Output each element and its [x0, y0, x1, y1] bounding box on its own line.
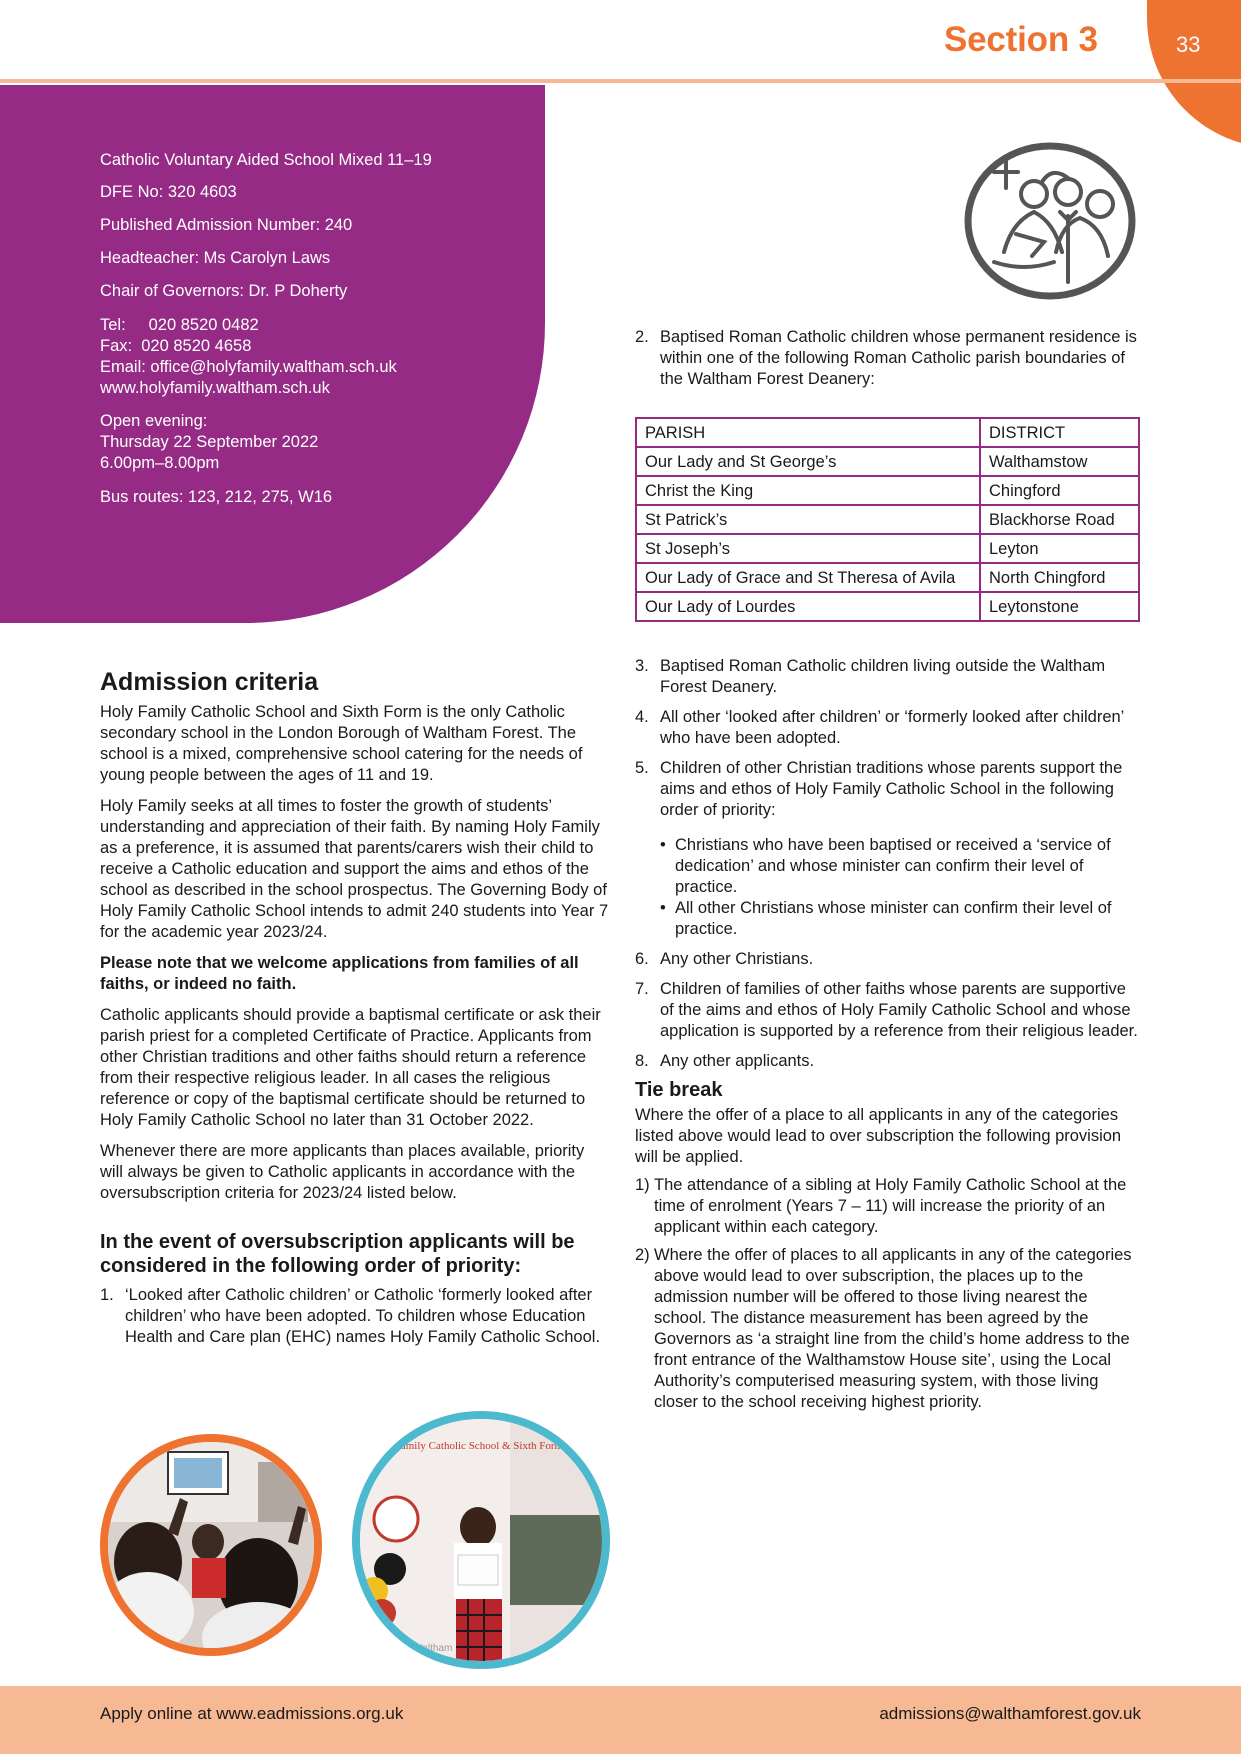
- social-handle: HFCSWaltham: [386, 1643, 453, 1654]
- table-cell-parish: St Patrick’s: [636, 505, 980, 534]
- table-cell-parish: Our Lady of Grace and St Theresa of Avila: [636, 563, 980, 592]
- school-type: Catholic Voluntary Aided School Mixed 11–19: [100, 151, 432, 169]
- table-row: [636, 592, 1139, 621]
- criterion-6: [635, 949, 1140, 970]
- table-row: [636, 447, 1139, 476]
- criterion-2-text: Baptised Roman Catholic children whose permanent residence is within one of the following Roman Catholic parish boundaries of the Waltham Forest Deanery:: [660, 328, 1137, 388]
- admission-paragraph-2: Holy Family seeks at all times to foster the growth of students’ understanding and appreciation of their faith. By naming Holy Family as a preference, it is assumed that parents/carers wish their child to receive a Catholic education and support the aims and ethos of the school as described in the school prospectus. The Governing Body of Holy Family Catholic School intends to admit 240 students into Year 7 for the academic year 2023/24.: [100, 797, 609, 941]
- banner-text: Holy Family Catholic School & Sixth Form: [370, 1440, 564, 1452]
- criterion-5-text: Children of other Christian traditions whose parents support the aims and ethos of Holy Family Catholic School in the following order of priority:: [660, 759, 1123, 819]
- parish-table: [635, 417, 1140, 622]
- page-number: 33: [1176, 32, 1201, 57]
- tie-break-heading: Tie break: [635, 1079, 723, 1101]
- table-cell-district: Blackhorse Road: [980, 505, 1139, 534]
- chair-of-governors: Chair of Governors: Dr. P Doherty: [100, 282, 348, 300]
- table-row: [636, 534, 1139, 563]
- headteacher: Headteacher: Ms Carolyn Laws: [100, 249, 331, 267]
- table-cell-parish: Our Lady and St George’s: [636, 447, 980, 476]
- admissions-email-link[interactable]: admissions@walthamforest.gov.uk: [879, 1704, 1141, 1723]
- sub-criterion-text: Christians who have been baptised or received a ‘service of dedication’ and whose minister can confirm their level of practice.: [675, 836, 1111, 896]
- criterion-3-number: 3.: [635, 657, 649, 675]
- criterion-2-number: 2.: [635, 328, 649, 346]
- tie-break-2-text: Where the offer of places to all applicants in any of the categories above would lead to over subscription, the places up to the admission number will be offered to those living nearest the school. The distance measurement has been agreed by the Governors as ‘a straight line from the child’s home address to the front entrance of the Walthamstow House site’, using the Local Authority’s computerised measuring system, with those living closer to the school receiving highest priority.: [654, 1246, 1132, 1411]
- list-item: [660, 835, 1140, 898]
- table-cell-district: Leytonstone: [980, 592, 1139, 621]
- dfe-number: DFE No: 320 4603: [100, 183, 237, 201]
- bullet-dot: •: [660, 836, 666, 854]
- criterion-1-number: 1.: [100, 1286, 114, 1304]
- criterion-6-number: 6.: [635, 950, 649, 968]
- admission-paragraph-5: Whenever there are more applicants than places available, priority will always be given to Catholic applicants in accordance with the oversubscription criteria for 2023/24 listed below.: [100, 1142, 585, 1202]
- table-header-row: [636, 418, 1139, 447]
- fax: Fax: 020 8520 4658: [100, 337, 252, 355]
- criterion-5-sublist: [635, 835, 1140, 940]
- telephone: Tel: 020 8520 0482: [100, 316, 259, 334]
- table-row: [636, 505, 1139, 534]
- criterion-1: [100, 1285, 610, 1348]
- tie-break-1-number: 1): [635, 1176, 650, 1194]
- section-title: Section 3: [944, 20, 1098, 59]
- welcome-note: Please note that we welcome applications from families of all faiths, or indeed no faith.: [100, 954, 579, 993]
- criterion-7-number: 7.: [635, 980, 649, 998]
- tie-break-1-text: The attendance of a sibling at Holy Family Catholic School at the time of enrolment (Years 7 – 11) will increase the priority of an applicant within each category.: [654, 1176, 1127, 1236]
- table-row: [636, 563, 1139, 592]
- criterion-4-text: All other ‘looked after children’ or ‘formerly looked after children’ who have been adopted.: [660, 708, 1124, 747]
- criterion-4-number: 4.: [635, 708, 649, 726]
- open-evening-date: Thursday 22 September 2022: [100, 433, 319, 451]
- tie-break-item-2: [635, 1245, 1140, 1413]
- sub-criterion-text: All other Christians whose minister can confirm their level of practice.: [675, 899, 1112, 938]
- table-cell-district: Leyton: [980, 534, 1139, 563]
- criterion-2: [635, 327, 1140, 390]
- table-cell-parish: Our Lady of Lourdes: [636, 592, 980, 621]
- criterion-8: [635, 1051, 1140, 1072]
- open-evening-label: Open evening:: [100, 412, 208, 430]
- criterion-7-text: Children of families of other faiths whose parents are supportive of the aims and ethos of Holy Family Catholic School and whose application is supported by a reference from their religious leader.: [660, 980, 1138, 1040]
- table-cell-parish: Christ the King: [636, 476, 980, 505]
- corner-tab-decoration: [1147, 0, 1241, 148]
- table-row: [636, 476, 1139, 505]
- criterion-5: [635, 758, 1140, 821]
- criterion-3-text: Baptised Roman Catholic children living outside the Waltham Forest Deanery.: [660, 657, 1106, 696]
- school-logo: [964, 142, 1136, 300]
- criterion-5-number: 5.: [635, 759, 649, 777]
- oversubscription-heading: In the event of oversubscription applicants will be considered in the following order of priority:: [100, 1231, 575, 1277]
- table-cell-district: Chingford: [980, 476, 1139, 505]
- list-item: [660, 898, 1140, 940]
- criterion-8-number: 8.: [635, 1052, 649, 1070]
- classroom-photo: [100, 1434, 322, 1656]
- tie-break-item-1: [635, 1175, 1140, 1238]
- admission-right-column: [635, 656, 1140, 1413]
- bullet-dot: •: [660, 899, 666, 917]
- tie-break-2-number: 2): [635, 1246, 650, 1264]
- header-rule: [0, 79, 1241, 83]
- criterion-4: [635, 707, 1140, 749]
- email-link[interactable]: Email: office@holyfamily.waltham.sch.uk: [100, 358, 397, 376]
- admission-left-column: [100, 668, 610, 1348]
- bus-routes: Bus routes: 123, 212, 275, W16: [100, 488, 333, 506]
- table-cell-district: Walthamstow: [980, 447, 1139, 476]
- criterion-3: [635, 656, 1140, 698]
- criterion-1-text: ‘Looked after Catholic children’ or Catholic ‘formerly looked after children’ who have been adopted. To children whose Education Health and Care plan (EHC) names Holy Family Catholic School.: [125, 1286, 601, 1346]
- admission-paragraph-4: Catholic applicants should provide a baptismal certificate or ask their parish priest for a completed Certificate of Practice. Applicants from other Christian traditions and other faiths should return a reference from their respective religious leader. In all cases the religious reference or copy of the baptismal certificate should be returned to Holy Family Catholic School no later than 31 October 2022.: [100, 1006, 601, 1129]
- student-certificate-photo: [352, 1411, 610, 1669]
- table-cell-parish: St Joseph’s: [636, 534, 980, 563]
- admission-number: Published Admission Number: 240: [100, 216, 353, 234]
- criterion-8-text: Any other applicants.: [660, 1052, 815, 1070]
- criterion-6-text: Any other Christians.: [660, 950, 814, 968]
- website-link[interactable]: www.holyfamily.waltham.sch.uk: [100, 379, 330, 397]
- admission-heading: Admission criteria: [100, 668, 319, 696]
- tie-break-intro: Where the offer of a place to all applicants in any of the categories listed above would lead to over subscription the following provision will be applied.: [635, 1106, 1122, 1166]
- apply-online-link[interactable]: Apply online at www.eadmissions.org.uk: [100, 1704, 404, 1723]
- table-header-parish: PARISH: [636, 418, 980, 447]
- criterion-7: [635, 979, 1140, 1042]
- open-evening-time: 6.00pm–8.00pm: [100, 454, 220, 472]
- table-header-district: DISTRICT: [980, 418, 1139, 447]
- admission-paragraph-1: Holy Family Catholic School and Sixth Form is the only Catholic secondary school in the London Borough of Waltham Forest. The school is a mixed, comprehensive school catering for the needs of young people between the ages of 11 and 19.: [100, 703, 583, 784]
- table-cell-district: North Chingford: [980, 563, 1139, 592]
